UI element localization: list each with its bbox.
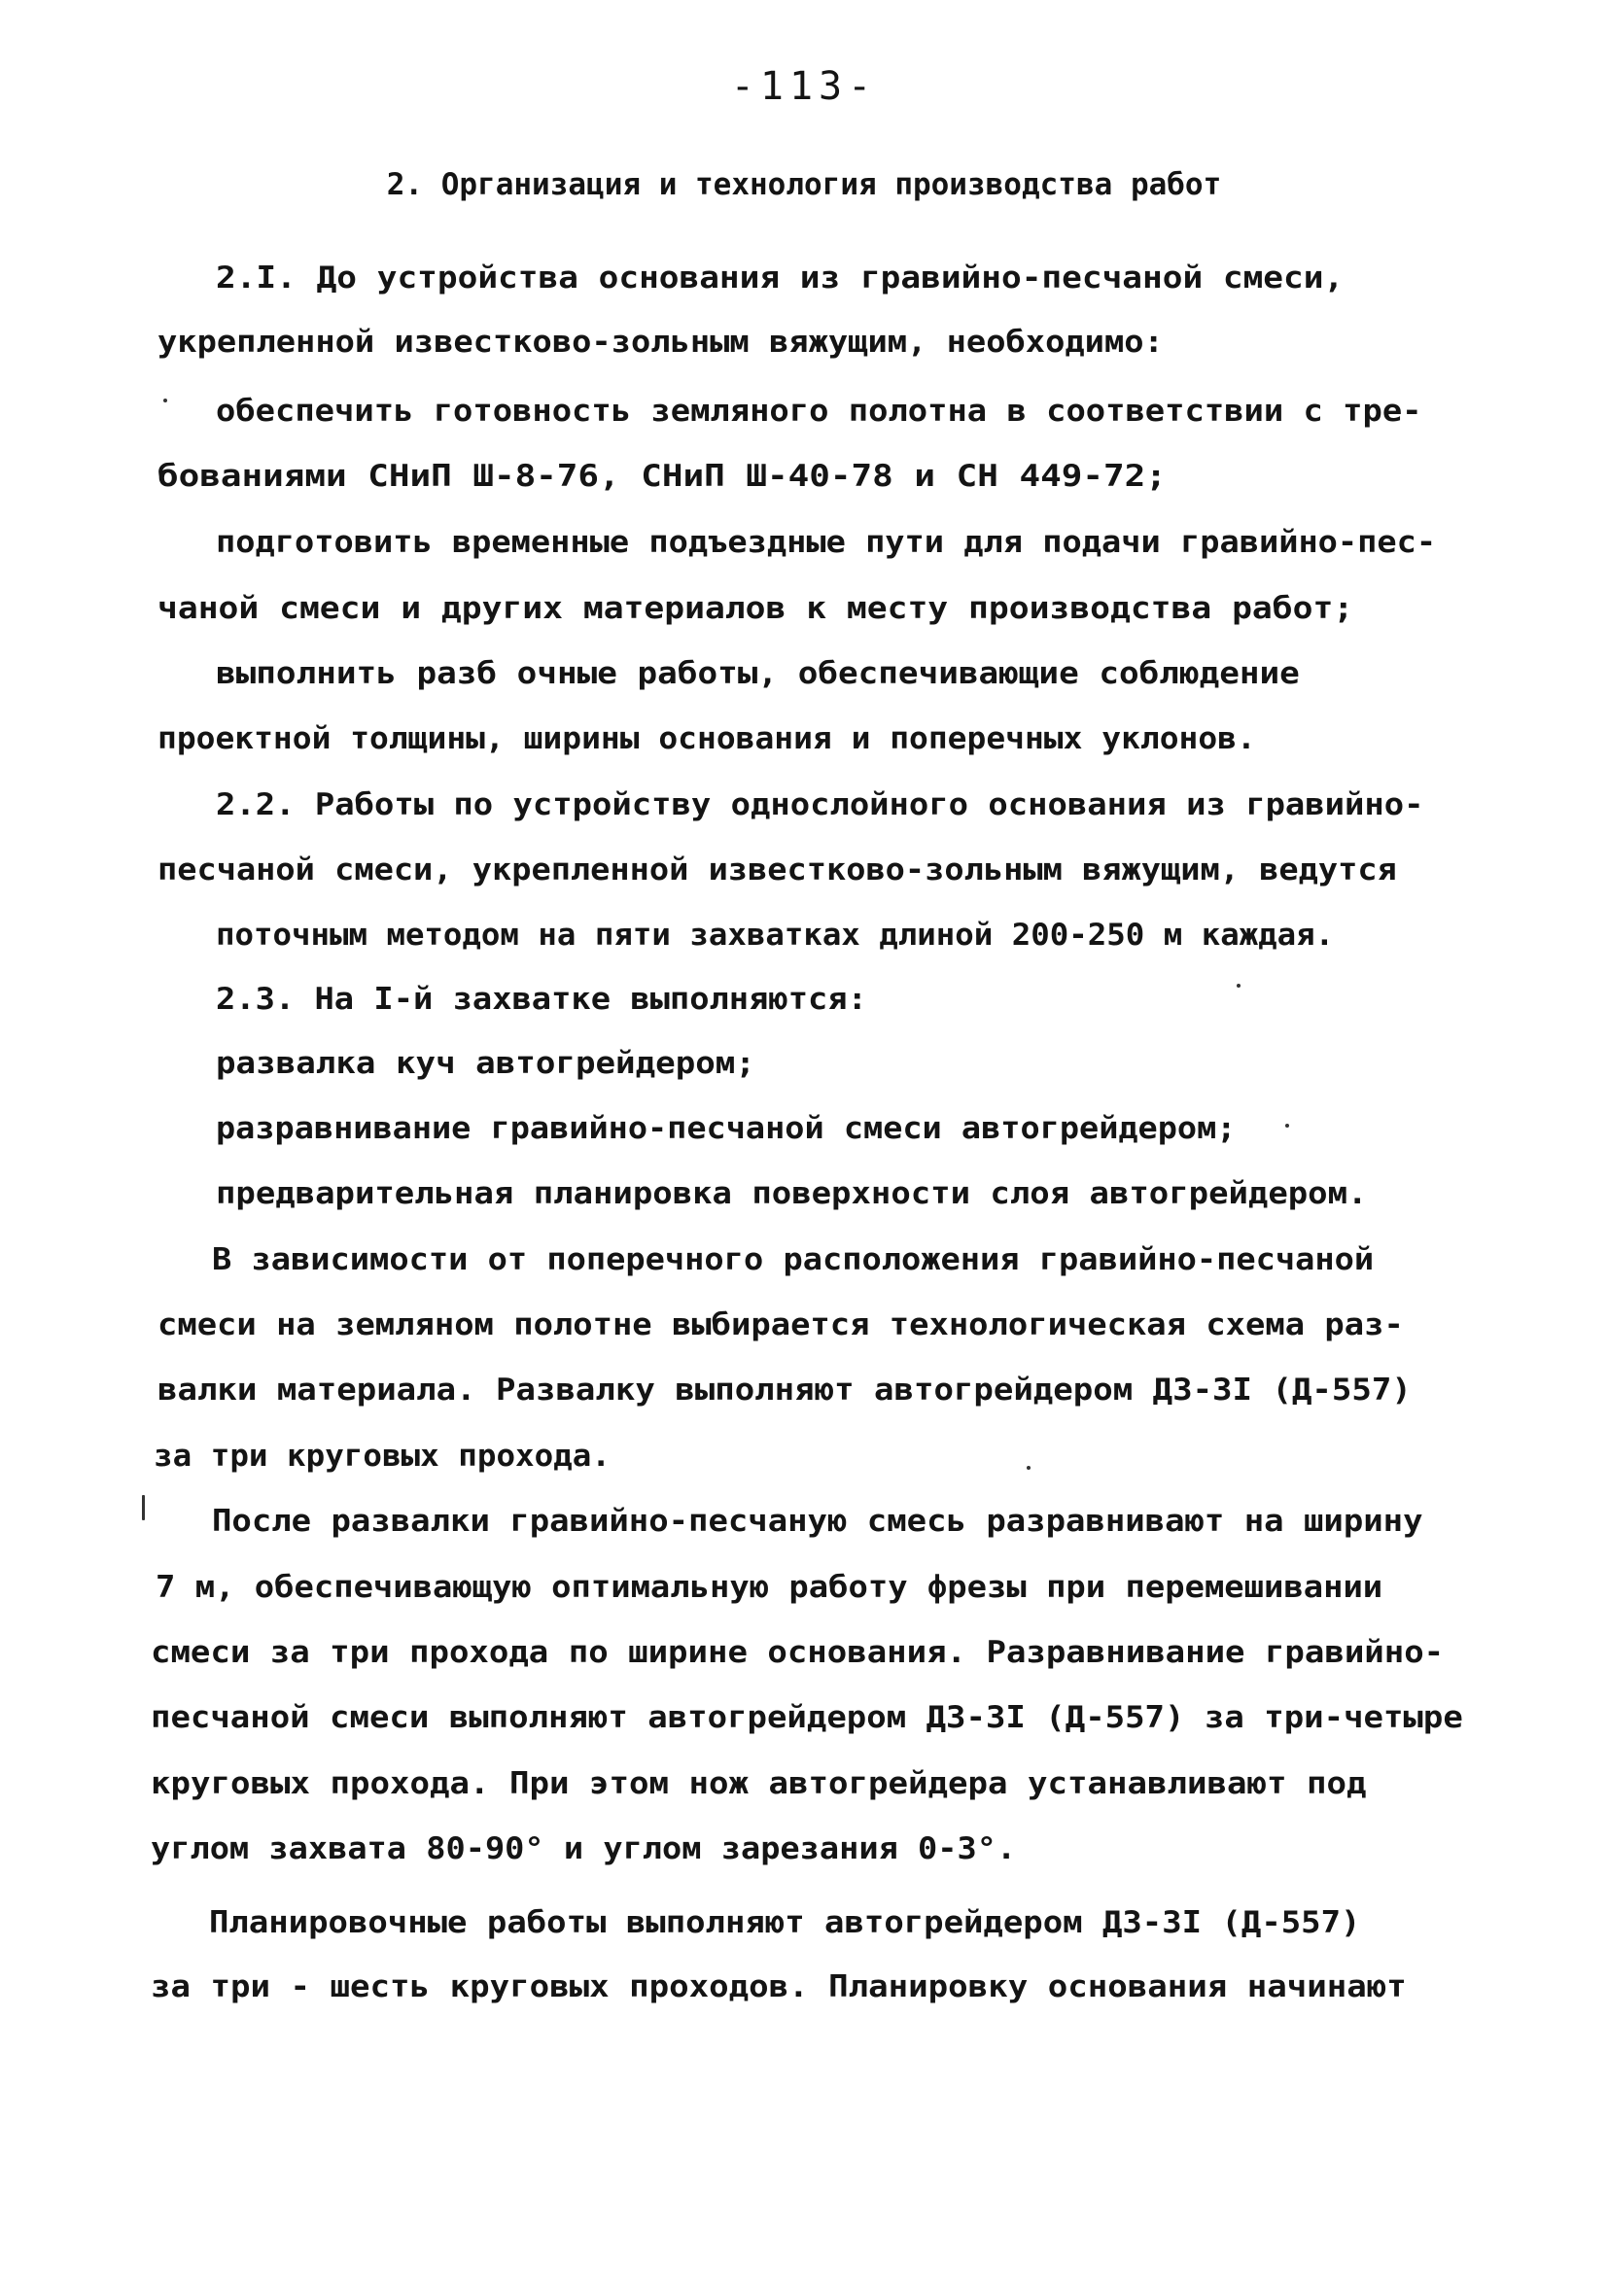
text-line: поточным методом на пяти захватках длиной 200-250 м каждая.	[216, 918, 1335, 953]
text-line: предварительная планировка поверхности слоя автогрейдером.	[216, 1176, 1368, 1211]
scan-speck	[163, 399, 167, 402]
text-line: песчаной смеси, укрепленной известково-зольным вяжущим, ведутся	[157, 852, 1397, 887]
text-line: выполнить разб очные работы, обеспечивающие соблюдение	[216, 656, 1300, 691]
page-number: -113-	[730, 64, 878, 109]
text-line: После развалки гравийно-песчаную смесь разравнивают на ширину	[212, 1504, 1423, 1539]
text-line: проектной толщины, ширины основания и поперечных уклонов.	[157, 721, 1256, 756]
text-line: смеси на земляном полотне выбирается технологическая схема раз-	[157, 1307, 1404, 1342]
text-line: за три - шесть круговых проходов. Планировку основания начинают	[151, 1969, 1407, 2004]
scan-speck	[1027, 1466, 1031, 1470]
text-line: валки материала. Развалку выполняют автогрейдером ДЗ-3I (Д-557)	[157, 1373, 1412, 1408]
text-line: бованиями СНиП Ш-8-76, СНиП Ш-40-78 и СН 449-72;	[157, 459, 1167, 494]
text-line: за три круговых прохода.	[154, 1439, 611, 1474]
text-line: обеспечить готовность земляного полотна в соответствии с тре-	[216, 394, 1422, 429]
text-line: круговых прохода. При этом нож автогрейдера устанавливают под	[151, 1766, 1367, 1801]
text-line: 2.3. На I-й захватке выполняются:	[216, 982, 867, 1017]
text-line: 7 м, обеспечивающую оптимальную работу фрезы при перемешивании	[156, 1570, 1383, 1605]
text-line: разравнивание гравийно-песчаной смеси автогрейдером;	[216, 1111, 1237, 1146]
text-line: чаной смеси и других материалов к месту производства работ;	[157, 591, 1354, 626]
section-heading: 2. Организация и технология производства работ	[386, 167, 1222, 202]
text-line: развалка куч автогрейдером;	[216, 1046, 755, 1081]
text-line: подготовить временные подъездные пути для подачи гравийно-пес-	[216, 525, 1437, 560]
text-line: углом захвата 80-90° и углом зарезания 0-3°.	[151, 1831, 1017, 1866]
text-line: 2.2. Работы по устройству однослойного основания из гравийно-	[216, 787, 1424, 822]
scan-speck	[1237, 984, 1241, 988]
text-line: В зависимости от поперечного расположения гравийно-песчаной	[212, 1242, 1375, 1277]
text-line: Планировочные работы выполняют автогрейдером ДЗ-3I (Д-557)	[209, 1905, 1361, 1940]
text-line: песчаной смеси выполняют автогрейдером ДЗ-3I (Д-557) за три-четыре	[151, 1700, 1463, 1735]
text-line: укрепленной известково-зольным вяжущим, необходимо:	[157, 325, 1164, 360]
scan-speck	[142, 1495, 145, 1520]
scan-speck	[1285, 1124, 1289, 1128]
text-line: 2.I. До устройства основания из гравийно-песчаной смеси,	[216, 261, 1345, 296]
text-line: смеси за три прохода по ширине основания. Разравнивание гравийно-	[151, 1635, 1445, 1670]
